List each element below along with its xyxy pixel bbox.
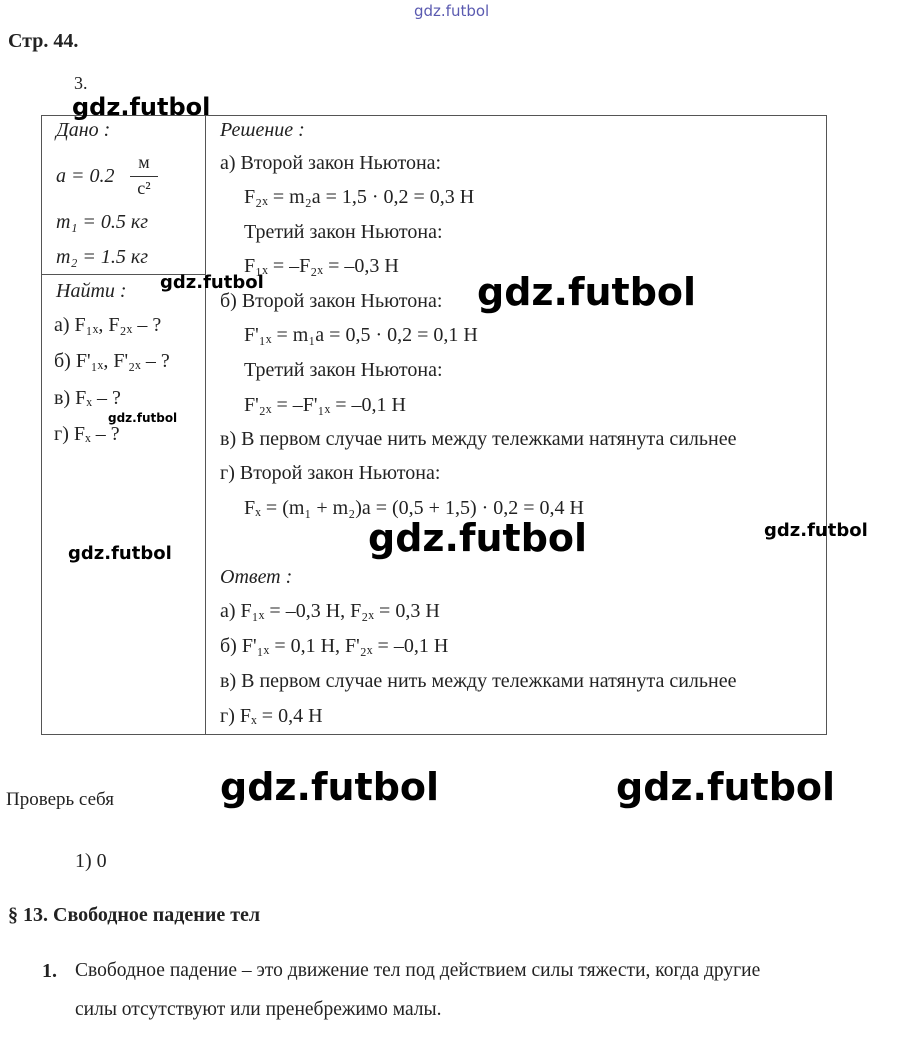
- section-title: § 13. Свободное падение тел: [8, 904, 261, 926]
- watermark: gdz.futbol: [764, 520, 868, 541]
- watermark: gdz.futbol: [477, 270, 697, 314]
- solution-line: Третий закон Ньютона:: [244, 221, 443, 243]
- unit-denominator: с²: [137, 178, 151, 198]
- answer-line: в) В первом случае нить между тележками натянута сильнее: [220, 670, 737, 692]
- find-item-b: б) F'₁ₓ, F'₂ₓ – ?: [54, 350, 170, 372]
- section-item-text: силы отсутствуют или пренебрежимо малы.: [75, 999, 442, 1020]
- watermark: gdz.futbol: [414, 2, 490, 20]
- solution-line: F₂ₓ = m₂a = 1,5 · 0,2 = 0,3 Н: [244, 186, 475, 208]
- solution-title: Решение :: [220, 119, 305, 141]
- answer-line: б) F'₁ₓ = 0,1 Н, F'₂ₓ = –0,1 Н: [220, 635, 449, 657]
- task-number: 3.: [74, 73, 88, 93]
- solution-line: F'₁ₓ = m₁a = 0,5 · 0,2 = 0,1 Н: [244, 324, 478, 346]
- watermark: gdz.futbol: [368, 516, 588, 560]
- solution-line: Fₓ = (m₁ + m₂)a = (0,5 + 1,5) · 0,2 = 0,4 Н: [244, 497, 584, 519]
- given-title: Дано :: [56, 119, 111, 141]
- check-item: 1) 0: [75, 850, 107, 872]
- solution-line: Третий закон Ньютона:: [244, 359, 443, 381]
- watermark: gdz.futbol: [160, 272, 264, 293]
- solution-line: г) Второй закон Ньютона:: [220, 462, 441, 484]
- find-title: Найти :: [56, 280, 127, 302]
- solution-line: F'₂ₓ = –F'₁ₓ = –0,1 Н: [244, 394, 407, 416]
- watermark: gdz.futbol: [220, 765, 440, 809]
- find-item-a: а) F₁ₓ, F₂ₓ – ?: [54, 314, 162, 336]
- section-item-number: 1.: [42, 960, 57, 982]
- section-item-text: Свободное падение – это движение тел под действием силы тяжести, когда другие: [75, 960, 761, 981]
- fraction-bar: [130, 176, 158, 177]
- watermark: gdz.futbol: [108, 411, 178, 425]
- unit-numerator: м: [138, 152, 150, 172]
- watermark: gdz.futbol: [68, 543, 172, 564]
- watermark: gdz.futbol: [72, 93, 211, 121]
- solution-line: б) Второй закон Ньютона:: [220, 290, 443, 312]
- find-item-v: в) Fₓ – ?: [54, 387, 121, 409]
- given-m2: m₂ = 1.5 кг: [56, 246, 149, 268]
- given-acceleration: a = 0.2: [56, 165, 115, 187]
- solution-line: в) В первом случае нить между тележками натянута сильнее: [220, 428, 737, 450]
- page-heading: Стр. 44.: [8, 30, 79, 52]
- answer-line: г) Fₓ = 0,4 Н: [220, 705, 323, 727]
- check-title: Проверь себя: [6, 789, 114, 810]
- find-item-g: г) Fₓ – ?: [54, 423, 120, 445]
- watermark: gdz.futbol: [616, 765, 836, 809]
- given-m1: m₁ = 0.5 кг: [56, 211, 149, 233]
- answer-title: Ответ :: [220, 566, 293, 588]
- answer-line: а) F₁ₓ = –0,3 Н, F₂ₓ = 0,3 Н: [220, 600, 440, 622]
- solution-line: а) Второй закон Ньютона:: [220, 152, 442, 174]
- solution-line: F₁ₓ = –F₂ₓ = –0,3 Н: [244, 255, 399, 277]
